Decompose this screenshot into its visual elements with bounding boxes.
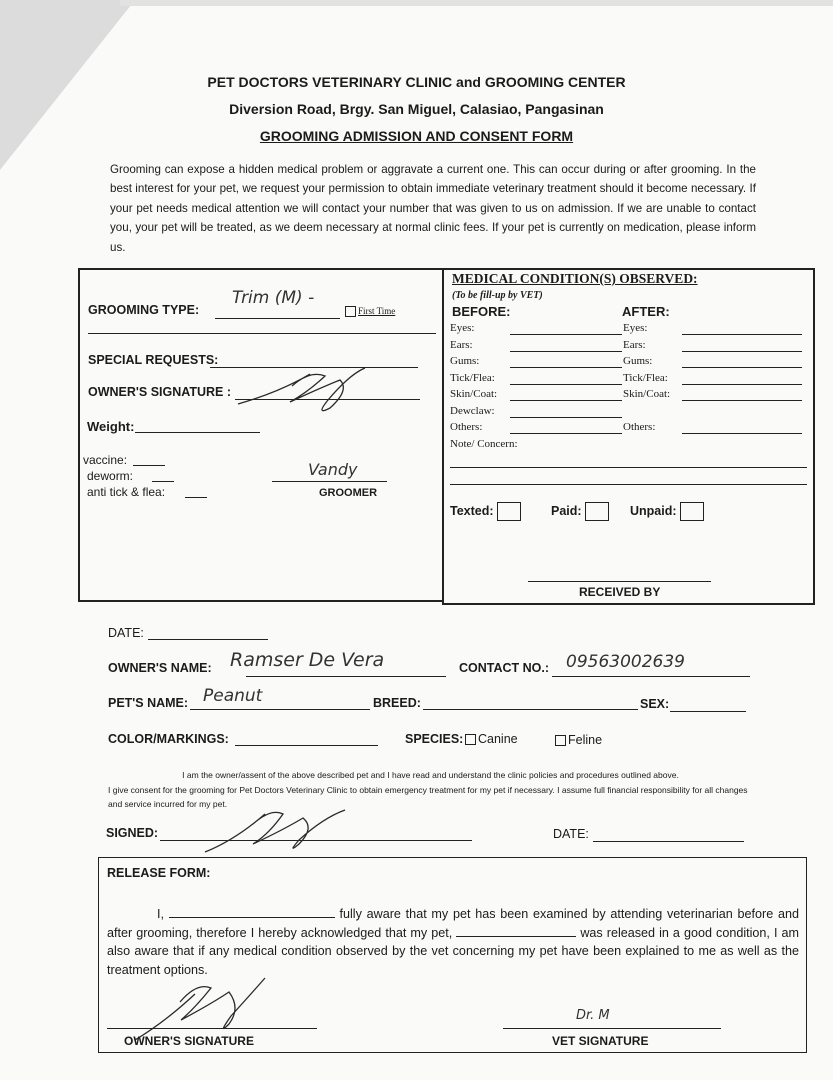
- release-pet-blank[interactable]: [456, 924, 576, 937]
- before-item-line[interactable]: [510, 433, 622, 434]
- release-text-2: fully aware that my pet has been examined by attending veterinarian before and after grooming, therefore I hereby acknowledged that my pet,: [107, 907, 800, 940]
- sex-line[interactable]: [670, 711, 746, 712]
- before-item-label: Dewclaw:: [450, 404, 495, 417]
- after-item-line[interactable]: [682, 384, 802, 385]
- sex-label: SEX:: [640, 697, 670, 711]
- date-label: DATE:: [108, 626, 144, 640]
- clinic-address: Diversion Road, Brgy. San Miguel, Calasiao, Pangasinan: [229, 101, 604, 117]
- after-item-line[interactable]: [682, 433, 802, 434]
- owner-signature-scribble: [230, 362, 370, 417]
- before-item-label: Ears:: [450, 338, 473, 351]
- release-title: RELEASE FORM:: [107, 866, 211, 880]
- signed-date-line[interactable]: [593, 841, 744, 842]
- vaccine-label: vaccine:: [83, 453, 128, 467]
- before-item-label: Eyes:: [450, 322, 475, 334]
- before-item-line[interactable]: [510, 417, 622, 418]
- before-item-label: Gums:: [450, 355, 480, 367]
- pet-name-line: [190, 709, 370, 710]
- after-item-label: Ears:: [623, 338, 646, 351]
- after-label: AFTER:: [622, 304, 670, 319]
- anti-tick-label: anti tick & flea:: [87, 485, 166, 499]
- species-canine-label: Canine: [478, 732, 518, 746]
- species-feline-option[interactable]: [555, 733, 602, 747]
- weight-label: Weight:: [87, 419, 135, 434]
- breed-label: BREED:: [373, 696, 421, 710]
- unpaid-label: Unpaid:: [630, 503, 677, 518]
- paid-label: Paid:: [551, 503, 582, 518]
- form-title: GROOMING ADMISSION AND CONSENT FORM: [259, 128, 574, 144]
- signed-signature-scribble: [195, 800, 355, 860]
- feline-box-icon[interactable]: [555, 735, 566, 746]
- release-text-3: was released in a good condition, I am also aware that if any medical condition observed by the vet concerning my pet have been explained to me as well as the treatment options.: [107, 925, 799, 977]
- clinic-name: PET DOCTORS VETERINARY CLINIC and GROOMING CENTER: [207, 74, 626, 90]
- release-vet-sig-label: VET SIGNATURE: [552, 1034, 649, 1048]
- contact-value[interactable]: 09563002639: [566, 652, 685, 672]
- grooming-type-line-2: [88, 333, 436, 334]
- owner-name-value[interactable]: Ramser De Vera: [230, 649, 385, 671]
- after-item-label: Others:: [623, 421, 656, 433]
- received-by-line[interactable]: [528, 581, 711, 582]
- after-item-line[interactable]: [682, 367, 802, 368]
- contact-line: [552, 676, 750, 677]
- contact-label: CONTACT NO.:: [459, 661, 550, 675]
- owner-name-line: [246, 676, 446, 677]
- note-line-2[interactable]: [450, 484, 807, 485]
- before-item-line[interactable]: [510, 334, 622, 335]
- grooming-type-line: [215, 318, 340, 319]
- release-owner-sig-label: OWNER'S SIGNATURE: [124, 1034, 254, 1048]
- first-time-label: First Time: [358, 306, 396, 316]
- species-canine-option[interactable]: [465, 732, 518, 746]
- grooming-type-label: GROOMING TYPE:: [88, 303, 200, 317]
- groomer-line: [272, 481, 387, 482]
- paid-box-icon[interactable]: [585, 502, 609, 521]
- before-item-label: Others:: [450, 421, 483, 433]
- release-owner-line[interactable]: [107, 1028, 317, 1029]
- after-item-line[interactable]: [682, 351, 802, 352]
- note-line-1[interactable]: [450, 467, 807, 468]
- before-item-line[interactable]: [510, 367, 622, 368]
- release-name-blank[interactable]: [169, 905, 335, 918]
- pet-name-value[interactable]: Peanut: [203, 686, 263, 706]
- canine-box-icon[interactable]: [465, 734, 476, 745]
- special-requests-label: SPECIAL REQUESTS:: [88, 353, 219, 367]
- texted-label: Texted:: [450, 503, 494, 518]
- signed-label: SIGNED:: [106, 826, 159, 840]
- species-label: SPECIES:: [405, 732, 464, 746]
- deworm-label: deworm:: [87, 469, 134, 483]
- species-feline-label: Feline: [568, 733, 603, 747]
- texted-box-icon[interactable]: [497, 502, 521, 521]
- after-item-label: Eyes:: [623, 322, 648, 334]
- breed-line[interactable]: [423, 709, 638, 710]
- after-item-line[interactable]: [682, 400, 802, 401]
- intro-paragraph: Grooming can expose a hidden medical problem or aggravate a current one. This can occur during or after grooming. In the best interest for your pet, we request your permission to obtain immediate veterinary treatment should it become necessary. If your pet needs medical attention we will contact your number that was given to us on admission. If we are unable to contact you, your pet will be treated, as we deem necessary at normal clinic fees. If your pet is currently on medication, please inform us.: [110, 163, 756, 254]
- after-item-label: Tick/Flea:: [623, 371, 668, 384]
- release-vet-line[interactable]: [503, 1028, 721, 1029]
- after-item-line[interactable]: [682, 334, 802, 335]
- medical-subtitle: (To be fill-up by VET): [452, 290, 543, 301]
- owner-name-label: OWNER'S NAME:: [108, 661, 212, 675]
- vet-initials[interactable]: Dr. M: [576, 1008, 610, 1023]
- note-label: Note/ Concern:: [450, 438, 518, 450]
- owner-signature-label: OWNER'S SIGNATURE :: [88, 385, 232, 399]
- medical-title: MEDICAL CONDITION(S) OBSERVED:: [452, 271, 698, 286]
- groomer-name[interactable]: Vandy: [308, 460, 358, 479]
- before-item-line[interactable]: [510, 384, 622, 385]
- before-item-label: Skin/Coat:: [450, 388, 498, 400]
- weight-line[interactable]: [135, 432, 260, 433]
- first-time-box-icon[interactable]: [345, 306, 356, 317]
- received-by-label: RECEIVED BY: [579, 585, 661, 599]
- before-item-line[interactable]: [510, 400, 622, 401]
- vaccine-line[interactable]: [133, 465, 165, 466]
- release-text-1: I,: [157, 907, 164, 921]
- color-line[interactable]: [235, 745, 378, 746]
- anti-tick-line[interactable]: [185, 497, 207, 498]
- grooming-type-value[interactable]: Trim (M) -: [232, 288, 315, 308]
- consent-text-1: I am the owner/assent of the above described pet and I have read and understand the clinic policies and procedures outlined above.: [182, 770, 679, 780]
- color-label: COLOR/MARKINGS:: [108, 732, 229, 746]
- release-paragraph: [107, 905, 799, 979]
- before-label: BEFORE:: [452, 304, 511, 319]
- unpaid-box-icon[interactable]: [680, 502, 704, 521]
- page-edge-shadow: [120, 0, 833, 6]
- before-item-label: Tick/Flea:: [450, 371, 495, 384]
- signed-date-label: DATE:: [553, 827, 589, 841]
- after-item-label: Gums:: [623, 355, 653, 367]
- paid-checkbox[interactable]: [551, 502, 609, 521]
- deworm-line[interactable]: [152, 481, 174, 482]
- groomer-label: GROOMER: [319, 487, 378, 499]
- first-time-checkbox[interactable]: [345, 306, 395, 317]
- texted-checkbox[interactable]: [450, 502, 521, 521]
- after-item-label: Skin/Coat:: [623, 388, 671, 400]
- before-item-line[interactable]: [510, 351, 622, 352]
- unpaid-checkbox[interactable]: [630, 502, 704, 521]
- consent-text-2: I give consent for the grooming for Pet Doctors Veterinary Clinic to obtain emergency treatment for my pet if necessary. I assume full financial responsibility for all changes and service incurred for my pet.: [108, 785, 748, 809]
- pet-name-label: PET'S NAME:: [108, 696, 189, 710]
- date-line[interactable]: [148, 639, 268, 640]
